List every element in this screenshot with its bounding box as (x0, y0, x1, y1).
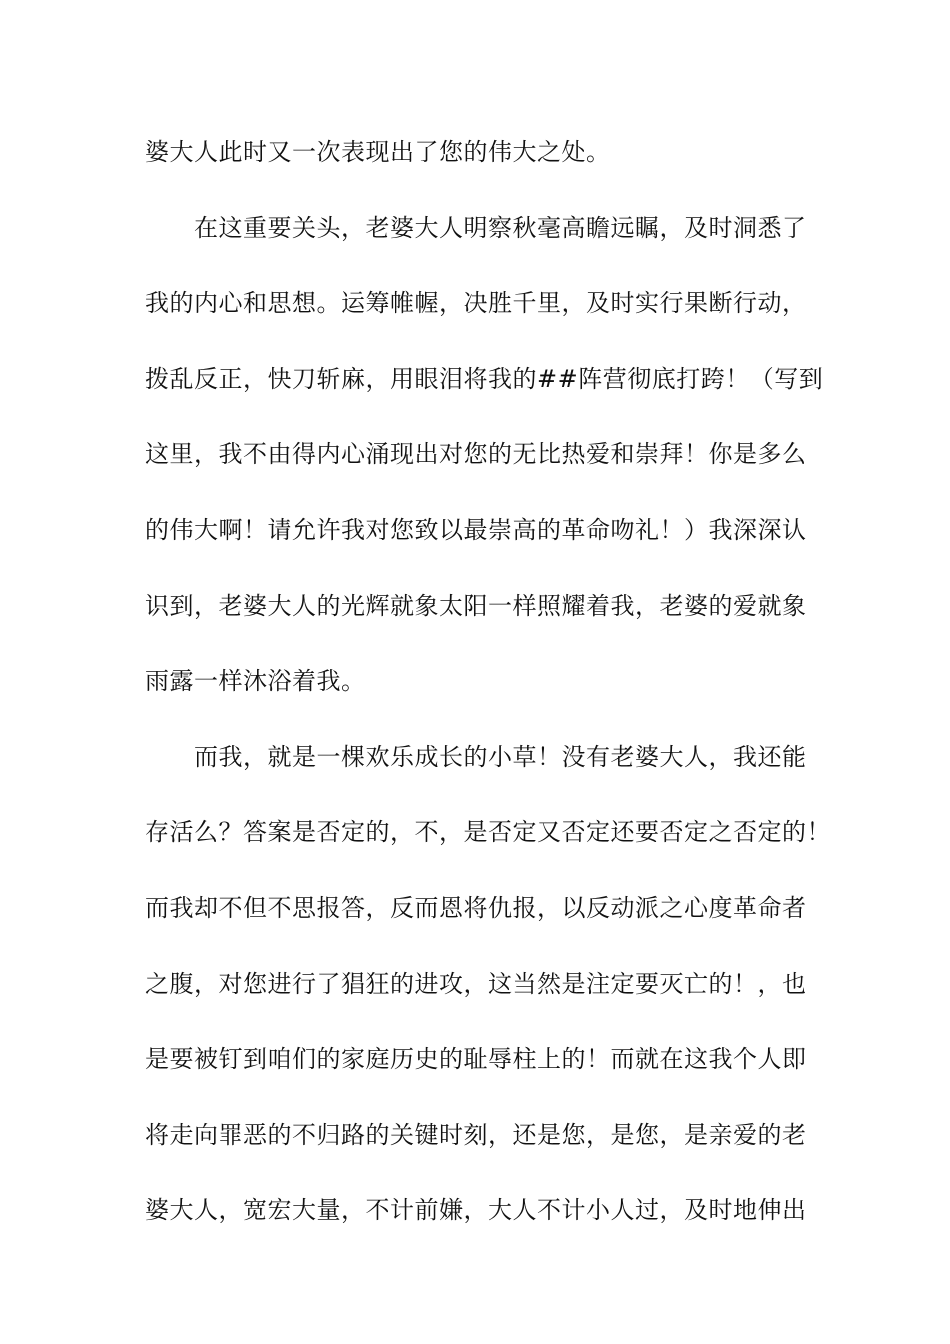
text-line: 的伟大啊！请允许我对您致以最崇高的革命吻礼！）我深深认 (145, 515, 807, 544)
text-line: 是要被钉到咱们的家庭历史的耻辱柱上的！而就在这我个人即 (145, 1045, 807, 1074)
text-line: 之腹，对您进行了猖狂的进攻，这当然是注定要灭亡的！，也 (145, 969, 807, 998)
text-line: 识到，老婆大人的光辉就象太阳一样照耀着我，老婆的爱就象 (145, 591, 807, 620)
text-line: 在这重要关头，老婆大人明察秋毫高瞻远瞩，及时洞悉了 (145, 213, 807, 242)
text-line: 存活么？答案是否定的，不，是否定又否定还要否定之否定的！ (145, 818, 831, 847)
text-line: 我的内心和思想。运筹帷幄，决胜千里，及时实行果断行动， (145, 289, 807, 318)
text-line: 婆大人，宽宏大量，不计前嫌，大人不计小人过，及时地伸出 (145, 1196, 807, 1225)
text-line: 雨露一样沐浴着我。 (145, 667, 366, 696)
body-text (145, 130, 845, 1264)
text-line: 将走向罪恶的不归路的关键时刻，还是您，是您，是亲爱的老 (145, 1120, 807, 1149)
text-line: 这里，我不由得内心涌现出对您的无比热爱和崇拜！你是多么 (145, 440, 807, 469)
text-line: 而我，就是一棵欢乐成长的小草！没有老婆大人，我还能 (145, 742, 807, 771)
text-line: 婆大人此时又一次表现出了您的伟大之处。 (145, 138, 611, 166)
text-line: 拨乱反正，快刀斩麻，用眼泪将我的##阵营彻底打跨！（写到 (145, 364, 824, 393)
text-line: 而我却不但不思报答，反而恩将仇报，以反动派之心度革命者 (145, 893, 807, 922)
